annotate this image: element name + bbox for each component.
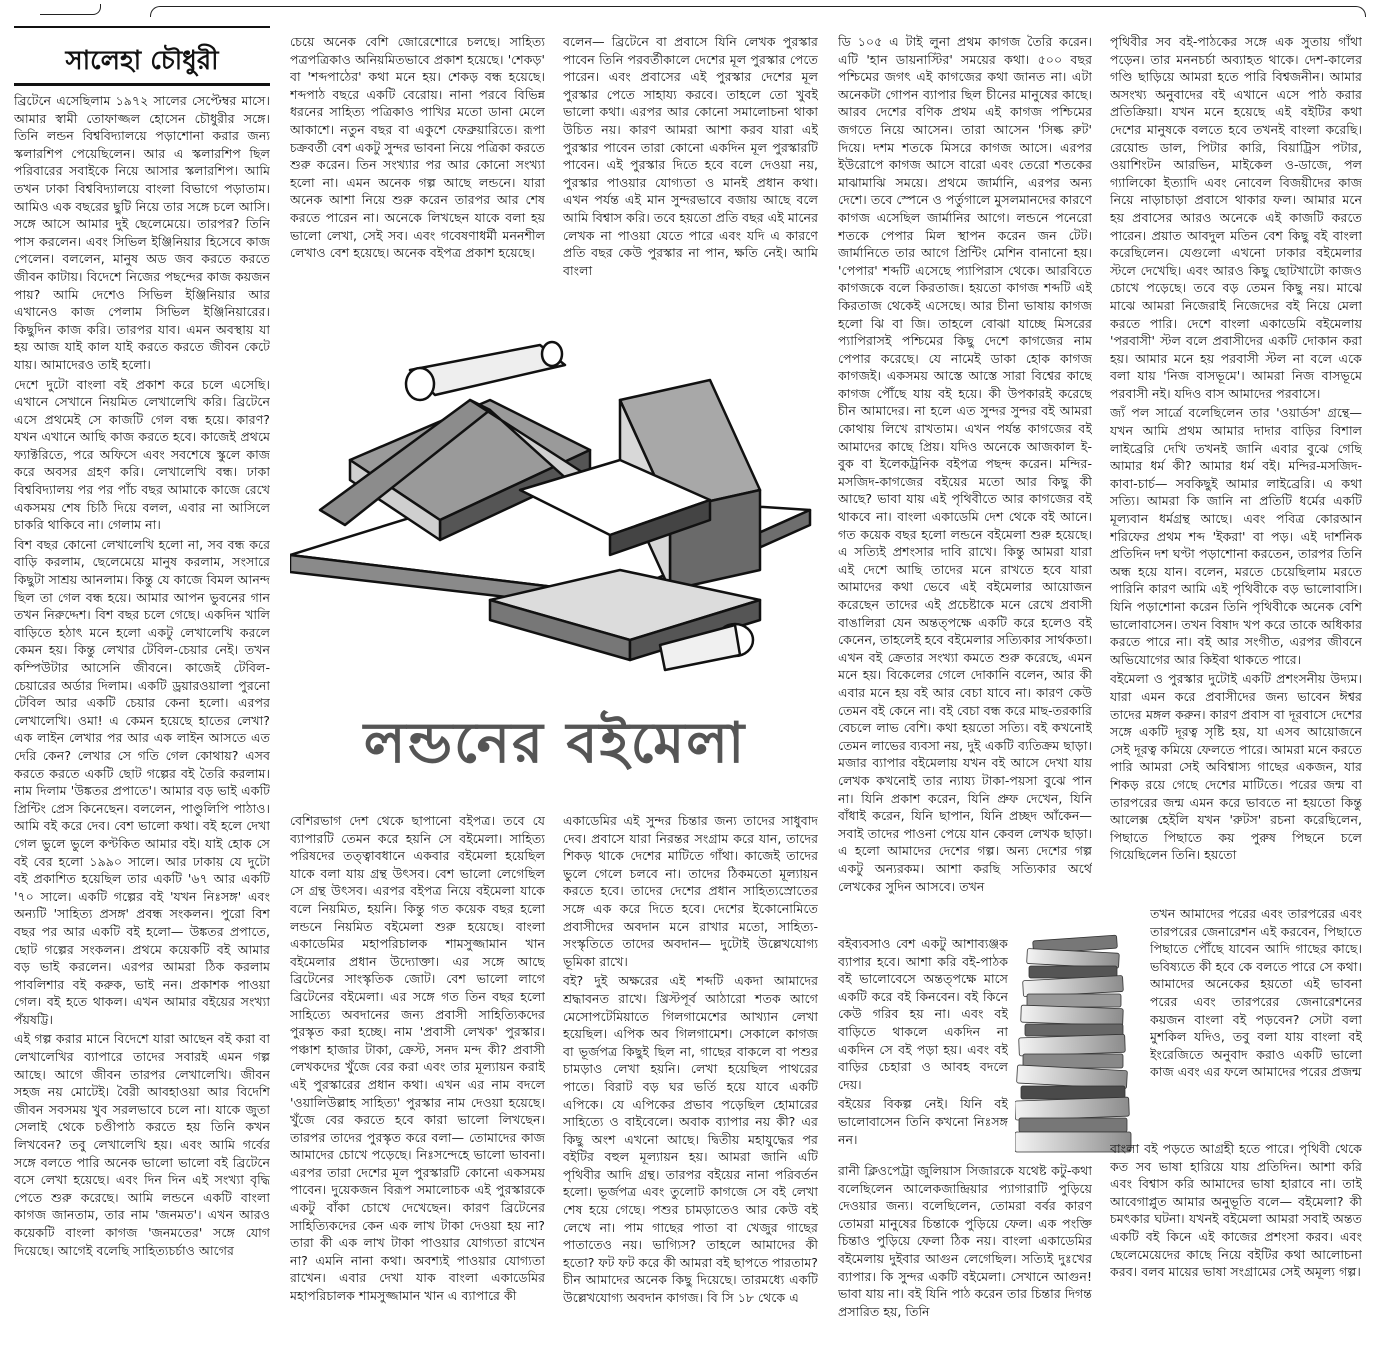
column-5-bottom: [1110, 1140, 1362, 1344]
paragraph: ব্রিটেনে এসেছিলাম ১৯৭২ সালের সেপ্টেম্বর মাসে। আমার স্বামী তোফাজ্জল হোসেন চৌধুরীর সঙ্গে। তিনি লন্ডন বিশ্ববিদ্যালয়ে পড়াশোনা করার জন্য স্কলারশিপ পেয়েছিলেন। আর এ স্কলারশিপ ছিল পরিবারের সবাইকে নিয়ে আসার স্কলারশিপ। আমি তখন ঢাকা বিশ্ববিদ্যালয়ে বাংলা বিভাগে পড়াতাম। আমিও এক বছরের ছুটি নিয়ে তার সঙ্গে চলে আসি। সঙ্গে আসে আমার দুই ছেলেমেয়ে। তারপর? তিনি পাস করলেন। এবং সিভিল ইঞ্জিনিয়ার হিসেবে কাজ পেলেন। বললেন, মানুষ অড জব করতে করতে জীবন কাটায়। বিদেশে নিজের পছন্দের কাজ কয়জন পায়? আমি দেশেও সিভিল ইঞ্জিনিয়ার আর এখানেও কাজ পেলাম সিভিল ইঞ্জিনিয়ারের। কিছুদিন কাজ করি। তারপর যাব। এমন অবস্থায় যা হয় আজ যাই কাল যাই করতে করতে জীবন কেটে যায়। আমাদেরও তাই হলো।: [14, 93, 270, 372]
column-1: [14, 92, 270, 1344]
author-name: সালেহা চৌধুরী: [65, 46, 219, 76]
paragraph: বাংলা বই পড়তে আগ্রহী হতে পারে। পৃথিবী থেকে কত সব ভাষা হারিয়ে যায় প্রতিদিন। আশা করি এবং বিশ্বাস করি আমাদের ভাষা হারাবে না। তাই আবেগাপ্লুত আমার অনুভূতি বলে— বইমেলা? কী চমৎকার ঘটনা। যখনই বইমেলা আমরা সবাই অন্তত একটি বই কিনে এই কাজের প্রশংসা করব। এবং ছেলেমেয়েদের কাছে নিয়ে বইটির কথা আলোচনা করব। বলব মায়ের ভাষা সংগ্রামের সেই অমূল্য গল্প।: [1110, 1141, 1362, 1280]
author-box: [14, 26, 270, 86]
column-5-wrap: [1150, 905, 1362, 1135]
paragraph: একাডেমির এই সুন্দর চিন্তার জন্য তাদের সাধুবাদ দেব। প্রবাসে যারা নিরন্তর সংগ্রাম করে যান, তাদের শিকড় থাকে দেশের মাটিতে গাঁথা। কাজেই তাদের ভুলে গেলে চলবে না। তাদের ঠিকমতো মূল্যায়ন করতে হবে। তাদের দেশের প্রধান সাহিত্যস্রোতের সঙ্গে এক করে দিতে হবে। দেশের ইকোনোমিতে প্রবাসীদের অবদান মনে রাখার মতো, সাহিত্য-সংস্কৃতিতে তাদের অবদান— দুটোই উল্লেখযোগ্য ভূমিকা রাখে।: [563, 813, 818, 969]
column-3-bottom: [563, 812, 818, 1344]
paragraph: জ্যঁ পল সার্ত্রে বলেছিলেন তার 'ওয়ার্ডস' গ্রন্থে— যখন আমি প্রথম আমার দাদার বাড়ির বিশাল লাইব্রেরি দেখি তখনই জানি এবার বুঝে গেছি আমার ধর্ম কী? আমার ধর্ম বই। মন্দির-মসজিদ-কাবা-চার্চ— সবকিছুই আমার লাইব্রেরি। এ কথা সত্যি। আমরা কি জানি না প্রতিটি ধর্মের একটি মূল্যবান ধর্মগ্রন্থ আছে। এবং পবিত্র কোরআন শরিফের প্রথম শব্দ 'ইকরা' বা পড়। এই দার্শনিক প্রতিদিন দশ ঘণ্টা পড়াশোনা করতেন, তারপর তিনি অন্ধ হয়ে যান। বলেন, মরতে চেয়েছিলাম মরতে পারিনি কারণ আমি এই পৃথিবীকে বড় ভালোবাসি। যিনি পড়াশোনা করেন তিনি পৃথিবীকে অনেক বেশি ভালোবাসেন। তখন বিষাদ খপ করে তাকে অধিকার করতে পারে না। বই আর সংগীত, এরপর জীবনে অভিযোগের আর কিইবা থাকতে পারে।: [1110, 405, 1362, 667]
column-4-bottom: [838, 1162, 1092, 1344]
paragraph: ডি ১০৫ এ টাই লুনা প্রথম কাগজ তৈরি করেন। এটি 'হান ডায়নাস্টির' সময়ের কথা। ৫০০ বছর পশ্চিমের জগৎ এই কাগজের কথা জানত না। এটা অনেকটা গোপন ব্যাপার ছিল চীনের মানুষের কাছে। আরব দেশের বণিক প্রথম এই কাগজ পশ্চিমের জগতে নিয়ে আসেন। তারা আসেন 'সিল্ক রুট' দিয়ে। দশম শতকে মিসরে কাগজ আসে। এরপর ইউরোপে কাগজ আসে বারো এবং তেরো শতকের মাঝামাঝি সময়ে। প্রথমে জার্মানি, এরপর অন্য দেশে। তবে স্পেনে ও পর্তুগালে মুসলমানদের কারণে কাগজ এসেছিল জার্মানির আগে। লন্ডনে পনেরো শতকে পেপার মিল স্থাপন করেন জন টেট। জার্মানিতে তার আগে প্রিন্টিং মেশিন বানানো হয়। 'পেপার' শব্দটি এসেছে প্যাপিরাস থেকে। আরবিতে কাগজকে বলে কিরতাজ। হয়তো কাগজ শব্দটি এই কিরতাজ থেকেই এসেছে। আর চীনা ভাষায় কাগজ হলো ঝি বা জি। তাহলে বোঝা যাচ্ছে মিসরের প্যাপিরাসই পশ্চিমের কিছু দেশে কাগজের নাম পেপার করেছে। যে নামেই ডাকা হোক কাগজ কাগজই। একসময় আস্তে আস্তে সারা বিশ্বের কাছে কাগজ পৌঁছে যায় বই হয়ে। কী উপকারই করেছে চীন আমাদের। না হলে এত সুন্দর সুন্দর বই আমরা কোথায় লিখে রাখতাম। এখন পর্যন্ত কাগজের বই আমাদের কাছে প্রিয়। যদিও অনেকে আজকাল ই-বুক বা ইলেকট্রনিক বইপত্র পছন্দ করেন। মন্দির-মসজিদ-কাগজের বইয়ের মতো আর কিছু কী আছে? ভাবা যায় এই পৃথিবীতে আর কাগজের বই থাকবে না। বাংলা একাডেমি দেশ থেকে বই আনে। গত কয়েক বছর হলো লন্ডনে বইমেলা শুরু হয়েছে। এ সত্যিই প্রশংসার দাবি রাখে। কিন্তু আমরা যারা এই দেশে আছি তাদের মনে রাখতে হবে যারা আমাদের কথা ভেবে এই বইমেলার আয়োজন করেছেন তাদের এই প্রচেষ্টাকে মনে রেখে প্রবাসী বাঙালিরা যেন অন্তত্পক্ষে একটি করে হলেও বই কেনেন, তাহলেই হবে বইমেলার সত্যিকার সার্থকতা। এখন বই ক্রেতার সংখ্যা কমতে শুরু করেছে, এমন মনে হয়। বিকেলের গেলে দোকানি বলেন, আর কী এবার মনে হয় বই আর বেচা যাবে না। কারণ কেউ তেমন বই কেনে না। বই বেচা বন্ধ করে মাছ-তরকারি বেচলে লাভ বেশি। কথা হয়তো সত্যি। বই কখনোই তেমন লাভের ব্যবসা নয়, দুই একটি ব্যতিক্রম ছাড়া। মজার ব্যাপার বইমেলায় যখন বই আসে দেখা যায় লেখক কখনোই তার ন্যায্য টাকা-পয়সা বুঝে পান না। যিনি প্রকাশ করেন, যিনি প্রুফ দেখেন, যিনি বাঁধাই করেন, যিনি ছাপান, যিনি প্রচ্ছদ আঁকেন— সবাই তাদের পাওনা পেয়ে যান কেবল লেখক ছাড়া। এ হলো আমাদের দেশের গল্প। অন্য দেশের গল্প একটু অন্যরকম। আশা করছি সত্যিকার অর্থে লেখকের সুদিন আসবে। তখন: [838, 34, 1092, 894]
paragraph: চেয়ে অনেক বেশি জোরেশোরে চলছে। সাহিত্য পত্রপত্রিকাও অনিয়মিতভাবে প্রকাশ হয়েছে। 'শেকড়' বা 'শব্দপাঠের' কথা মনে হয়। শেকড় বন্ধ হয়েছে। শব্দপাঠ বছরে একটি বেরোয়। নানা পরবে বিভিন্ন ধরনের সাহিত্য পত্রিকাও পাখির মতো ডানা মেলে আকাশে। নতুন বছর বা একুশে ফেব্রুয়ারিতে। রূপা চক্রবর্তী বেশ একটু সুন্দর ভাবনা নিয়ে পত্রিকা করতে শুরু করেন। তিন সংখ্যার পর আর কোনো সংখ্যা হলো না। এমন অনেক গল্প আছে লন্ডনে। যারা অনেক আশা নিয়ে শুরু করেন তারপর আর শেষ করতে পারেন না। অনেকে লিখছেন যাকে বলা হয় ভালো লেখা, সেই সব। এবং গবেষণাধর্মী মননশীল লেখাও বেশ হয়েছে। অনেক বইপত্র প্রকাশ হয়েছে।: [290, 34, 545, 261]
paragraph: বইয়ের বিকল্প নেই। যিনি বই ভালোবাসেন তিনি কখনো নিঃসঙ্গ নন।: [838, 1096, 1008, 1147]
paragraph: এই গল্প করার মানে বিদেশে যারা আছেন বই করা বা লেখালেখির ব্যাপারে তাদের সবারই এমন গল্প আছে। আগে জীবন তারপর লেখালেখি। জীবন সহজ নয় মোটেই। বৈরী আবহাওয়া আর বিদেশি জীবন সবসময় খুব সরলভাবে চলে না। যাকে জুতা সেলাই থেকে চণ্ডীপাঠ করতে হয় তিনি কখন লিখবেন? তবু লেখালেখি হয়। এবং আমি গর্বের সঙ্গে বলতে পারি অনেক ভালো ভালো বই ব্রিটেনে বসে লেখা হয়েছে। এবং দিন দিন এই সংখ্যা বৃদ্ধি পেতে শুরু করেছে। আমি লন্ডনে একটি বাংলা কাগজ জানতাম, তার নাম 'জনমত'। এখন আরও কয়েকটি বাংলা কাগজ 'জনমতের' সঙ্গে যোগ দিয়েছে। আগেই বলেছি সাহিত্যচর্চাও আগের: [14, 1031, 270, 1258]
column-2-top: [290, 33, 545, 283]
book-stack-photo: [1015, 930, 1135, 1160]
paragraph: বিশ বছর কোনো লেখালেখি হলো না, সব বন্ধ করে বাড়ি করলাম, ছেলেমেয়ে মানুষ করলাম, সংসারে কিছুটা সাশ্রয় আনলাম। কিন্তু যে কাজে বিমল আনন্দ ছিল তা গেল বন্ধ হয়ে। আমার আপন ভুবনের গান তখন নিরুদ্দেশ। বিশ বছর চলে গেছে। একদিন খালি বাড়িতে হঠাৎ মনে হলো একটু লেখালেখি করলে কেমন হয়। কিন্তু লেখার টেবিল-চেয়ার নেই। তখন কম্পিউটার আসেনি জীবনে। কাজেই টেবিল-চেয়ারের অর্ডার দিলাম। একটি ড্রয়ারওয়ালা পুরনো টেবিল আর একটি চেয়ার কেনা হলো। এরপর লেখালেখি। ওমা! এ কেমন হয়েছে হাতের লেখা? এক লাইন লেখার পর আর এক লাইন আসতে এত দেরি কেন? লেখার সে গতি গেল কোথায়? এসব করতে করতে একটি ছোট গল্পের বই তৈরি করলাম। নাম দিলাম 'উঙ্কতর প্রপাতে'। আমার বড় ভাই একটি প্রিন্টিং প্রেস কিনেছেন। বললেন, পাণ্ডুলিপি পাঠাও। আমি বই করে দেব। বেশ ভালো কথা। বই হলে দেখা গেল ভুলে ভুলে কণ্টকিত আমার বই। যাই হোক সে বই বের হলো ১৯৯০ সালে। আর ঢাকায় যে দুটো বই প্রকাশিত হয়েছিল তার একটি '৬৭ আর একটি '৭০ সালে। একটি গল্পের বই 'যখন নিঃসঙ্গ' এবং অন্যটি 'সাহিত্য প্রসঙ্গ' প্রবন্ধ সংকলন। পুরো বিশ বছর পর আর একটি বই হলো— উঙ্কতর প্রপাতে, ছোট গল্পের সংকলন। প্রথমে কয়েকটি বই আমার বড় ভাই করলেন। এরপর আমরা ঠিক করলাম পাবলিশার বই করুক, ভাই নন। প্রকাশক পাওয়া গেল। বই হতে থাকল। এখন আমার বইয়ের সংখ্যা পঁয়ষট্টি।: [14, 536, 270, 1027]
column-4-top: [838, 33, 1092, 933]
paragraph: বই? দুই অক্ষরের এই শব্দটি একদা আমাদের শ্রদ্ধাবনত রাখে। খ্রিস্টপূর্ব আঠারো শতক আগে মেসোপটেমিয়াতে গিলগামেশের আখ্যান লেখা হয়েছিল। এপিক অব গিলগামেশ। সেকালে কাগজ বা ভূর্জপত্র কিছুই ছিল না, গাছের বাকলে বা পশুর চামড়াও লেখা হয়নি। লেখা হয়েছিল পাথরের পাতে। বিরাট বড় ঘর ভর্তি হয়ে যাবে একটি এপিকে। যে এপিকের প্রভাব পড়েছিল হোমারের সাহিত্যে ও বাইবেলে। অবাক ব্যাপার নয় কী? এর কিছু অংশ এখনো আছে। দ্বিতীয় মহাযুদ্ধের পর বইটির বহুল মূল্যায়ন হয়। আমরা জানি এটি পৃথিবীর আদি গ্রন্থ। তারপর বইয়ের নানা পরিবর্তন হলো। ভূর্জপত্র এবং তুলোট কাগজে সে বই লেখা শেষ হয়ে গেছে। পশুর চামড়াতেও আর কেউ বই লেখে না। পাম গাছের পাতা বা খেজুর গাছের পাতাতেও নয়। ভাগ্যিস? তাহলে আমাদের কী হতো? ফট ফট করে কী আমরা বই ছাপতে পারতাম? চীন আমাদের অনেক কিছু দিয়েছে। তারমধ্যে একটি উল্লেখযোগ্য অবদান কাগজ। বি সি ১৮ থেকে এ: [563, 973, 818, 1306]
paragraph: বেশিরভাগ দেশ থেকে ছাপানো বইপত্র। তবে যে ব্যাপারটি তেমন করে হয়নি সে বইমেলা। সাহিত্য পরিষদের তত্ত্বাবধানে একবার বইমেলা হয়েছিল যাকে বলা যায় গ্রন্থ উৎসব। বেশ ভালো লেগেছিল সে গ্রন্থ উৎসব। এরপর বইপত্র নিয়ে বইমেলা যাকে বলে নিয়মিত, হয়নি। কিন্তু গত কয়েক বছর হলো লন্ডনে নিয়মিত বইমেলা শুরু হয়েছে। বাংলা একাডেমির মহাপরিচালক শামসুজ্জামান খান বইমেলার প্রধান উদ্যোক্তা। এর সঙ্গে আছে ব্রিটেনের সাংস্কৃতিক জোট। বেশ ভালো লাগে ব্রিটেনের বইমেলা। এর সঙ্গে গত তিন বছর হলো সাহিত্যে অবদানের জন্য প্রবাসী সাহিত্যিকদের পুরস্কৃত করা হচ্ছে। নাম 'প্রবাসী লেখক' পুরস্কার। পঞ্চাশ হাজার টাকা, ক্রেস্ট, সনদ মন্দ কী? প্রবাসী লেখকদের খুঁজে বের করা এবং তার মূল্যায়ন করাই এই পুরস্কারের প্রধান কথা। এখন এর নাম বদলে 'ওয়ালিউল্লাহ সাহিত্য' পুরস্কার নাম দেওয়া হয়েছে। খুঁজে বের করতে হবে কারা ভালো লিখছেন। তারপর তাদের পুরস্কৃত করে বলা— তোমাদের কাজ আমাদের চোখে পড়েছে। নিঃসন্দেহে ভালো ভাবনা। এরপর তারা দেশের মূল পুরস্কারটি কোনো একসময় পাবেন। দুয়েকজন বিরূপ সমালোচক এই পুরস্কারকে একটু বাঁকা চোখে দেখেছেন। কারণ ব্রিটেনের সাহিত্যিকদের কেন এক লাখ টাকা দেওয়া হয় না? তারা কী এক লাখ টাকা পাওয়ার যোগ্যতা রাখেন না? এমনি নানা কথা। অবশ্যই পাওয়ার যোগ্যতা রাখেন। এবার দেখা যাক বাংলা একাডেমির মহাপরিচালক শামসুজ্জামান খান এ ব্যাপারে কী: [290, 813, 545, 1304]
top-border: [0, 0, 1374, 18]
paragraph: বইব্যবসাও বেশ একটু আশাব্যঞ্জক ব্যাপার হবে। আশা করি বই-পাঠক বই ভালোবেসে অন্তত্পক্ষে মাসে একটি করে বই কিনবেন। বই কিনে কেউ গরিব হয় না। এবং বই বাড়িতে থাকলে একদিন না একদিন সে বই পড়া হয়। এবং বই বাড়ির চেহারা ও আবহ বদলে দেয়।: [838, 936, 1008, 1092]
column-2-bottom: [290, 812, 545, 1344]
paragraph: পৃথিবীর সব বই-পাঠকের সঙ্গে এক সুতায় গাঁথা পড়েন। তার মননচর্চা অব্যাহত থাকে। দেশ-কালের গণ্ডি ছাড়িয়ে আমরা হতে পারি বিশ্বজনীন। আমার অসংখ্য অনুবাদের বই এখানে এসে পাঠ করার প্রতিক্রিয়া। যখন মনে হয়েছে এই বইটির কথা দেশের মানুষকে বলতে হবে তখনই বাংলা করেছি। রেয়োন্ড ডাল, পিটার কারি, বিয়াট্রিস পটার, ওয়াশিংটন আরভিন, মাইকেল ও-ডাজে, পল গ্যালিকো ইত্যাদি এবং নোবেল বিজয়ীদের কাজ নিয়ে নাড়াচাড়া প্রবাসে থাকার ফল। আমার মনে হয় প্রবাসের আরও অনেকে এই কাজটি করতে পারেন। প্রয়াত আবদুল মতিন বেশ কিছু বই বাংলা করেছিলেন। যেগুলো এখনো ঢাকার বইমেলার স্টলে দেখেছি। এবং আরও কিছু ছোটখাটো কাজও চোখে পড়েছে। তবে বড় তেমন কিছু নয়। মাঝে মাঝে আমরা নিজেরাই নিজেদের বই নিয়ে মেলা করতে পারি। দেশে বাংলা একাডেমি বইমেলায় 'পরবাসী' স্টল বলে প্রবাসীদের একটি দোকান করা হয়। আমার মনে হয় পরবাসী স্টল না বলে একে বলা যায় 'নিজ বাসভূমে'। আমরা নিজ বাসভূমে পরবাসী নই। যদিও বাস আমাদের পরবাসে।: [1110, 34, 1362, 401]
paragraph: রানী ক্লিওপেট্রা জুলিয়াস সিজারকে যথেষ্ট কটু-কথা বলেছিলেন আলেকজান্দ্রিয়ার প্যাগারাটি পুড়িয়ে দেওয়ার জন্য। বলেছিলেন, তোমরা বর্বর কারণ তোমরা মানুষের চিন্তাকে পুড়িয়ে ফেল। এক পংক্তি চিন্তাও পুড়িয়ে ফেলা ঠিক নয়। বাংলা একাডেমির বইমেলায় দুইবার আগুন লেগেছিল। সত্যিই দুঃখের ব্যাপার। কি সুন্দর একটি বইমেলা। সেখানে আগুন! ভাবা যায় না। বই যিনি পাঠ করেন তার চিন্তার দিগন্ত প্রসারিত হয়, তিনি: [838, 1163, 1092, 1319]
books-illustration: [290, 340, 820, 690]
paragraph: দেশে দুটো বাংলা বই প্রকাশ করে চলে এসেছি। এখানে সেখানে নিয়মিত লেখালেখি করি। ব্রিটেনে এসে প্রথমেই সে কাজটি গেল বন্ধ হয়ে। কারণ? যখন এখানে আছি কাজ করতে হবে। কাজেই প্রথমে ফ্যাক্টরিতে, পরে অফিসে এবং সবশেষে স্কুলে কাজ করে অবসর গ্রহণ করি। লেখালেখি বন্ধ। ঢাকা বিশ্ববিদ্যালয় পর পর পাঁচ বছর আমাকে কাজে রেখে একসময় শেষ চিঠি দিয়ে বলল, এবার না আসিলে চাকরি থাকিবে না। গেলাম না।: [14, 376, 270, 533]
headline: লন্ডনের বইমেলা: [363, 710, 747, 776]
paragraph: বইমেলা ও পুরস্কার দুটোই একটি প্রশংসনীয় উদ্যম। যারা এমন করে প্রবাসীদের জন্য ভাবেন ঈশ্বর তাদের মঙ্গল করুন। কারণ প্রবাস বা দূরবাসে দেশের সঙ্গে একটি দূরত্ব সৃষ্টি হয়, যা এসব আয়োজনে সেই দূরত্ব কমিয়ে ফেলতে পারে। আমরা মনে করতে পারি আমরা সেই অবিশ্বাস্য গাছের একজন, যার শিকড় রয়ে গেছে দেশের মাটিতে। পরের জন্ম বা তারপরের জন্ম এমন করে ভাবতে না হয়তো কিন্তু আলেক্স হেইলি যখন 'রুটস' রচনা করেছিলেন, পিছাতে পিছাতে কয় পুরুষ পিছনে চলে গিয়েছিলেন তিনি। হয়তো: [1110, 671, 1362, 863]
paragraph: বলেন— ব্রিটেনে বা প্রবাসে যিনি লেখক পুরস্কার পাবেন তিনি পরবর্তীকালে দেশের মূল পুরস্কার পেতে পারেন। এবং প্রবাসের এই পুরস্কার দেশের মূল পুরস্কার পেতে সাহায্য করবে। তাহলে তো খুবই ভালো কথা। এরপর আর কোনো সমালোচনা থাকা উচিত নয়। কারণ আমরা আশা করব যারা এই পুরস্কার পাবেন তারা কোনো একদিন মূল পুরস্কারটি পাবেন। এই পুরস্কার দিতে হবে বলে দেওয়া নয়, পুরস্কার পাওয়ার যোগ্যতা ও মানই প্রধান কথা। এখন পর্যন্ত এই মান সুন্দরভাবে বজায় আছে বলে আমি বিশ্বাস করি। তবে হয়তো প্রতি বছর এই মানের লেখক না পাওয়া যেতে পারে এবং যদি এ কারণে প্রতি বছর কেউ পুরস্কার না পান, ক্ষতি নেই। আমি বাংলা: [563, 34, 818, 278]
column-5-top: [1110, 33, 1362, 903]
column-3-top: [563, 33, 818, 283]
column-4-wrap: [838, 935, 1008, 1160]
paragraph: তখন আমাদের পরের এবং তারপরের এবং তারপরের জেনারেশন এই করবেন, পিছাতে পিছাতে পৌঁছে যাবেন আদি গাছের কাছে। ভবিষ্যতে কী হবে কে বলতে পারে সে কথা। আমাদের অনেকের হয়তো এই ভাবনা পরের এবং তারপরের জেনারেশনের কয়জন বাংলা বই পড়বেন? সেটা বলা মুশকিল যদিও, তবু বলা যায় বাংলা বই ইংরেজিতে অনুবাদ করাও একটি ভালো কাজ এবং এর ফলে আমাদের পরের প্রজন্ম: [1150, 906, 1362, 1080]
